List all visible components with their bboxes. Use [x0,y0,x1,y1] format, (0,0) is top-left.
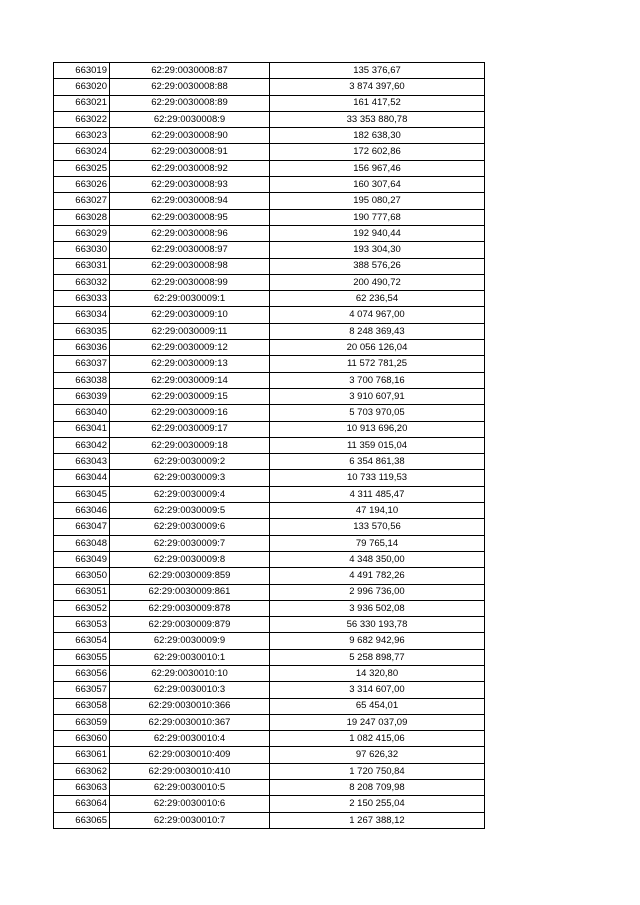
cadastral-number-cell: 62:29:0030010:366 [110,698,270,714]
cadastral-number-cell: 62:29:0030008:97 [110,242,270,258]
cadastral-number-cell: 62:29:0030008:88 [110,79,270,95]
cadastral-value-cell: 133 570,56 [270,519,485,535]
cadastral-value-cell: 5 258 898,77 [270,649,485,665]
cadastral-value-cell: 3 936 502,08 [270,600,485,616]
table-row [54,95,485,111]
cadastral-value-cell: 9 682 942,96 [270,633,485,649]
cadastral-number-cell: 62:29:0030009:16 [110,405,270,421]
cadastral-value-cell: 1 267 388,12 [270,812,485,828]
cadastral-value-cell: 161 417,52 [270,95,485,111]
cadastral-value-cell: 193 304,30 [270,242,485,258]
cadastral-value-cell: 172 602,86 [270,144,485,160]
cadastral-number-cell: 62:29:0030008:92 [110,160,270,176]
cadastral-number-cell: 62:29:0030009:878 [110,600,270,616]
table-row [54,698,485,714]
cadastral-number-cell: 62:29:0030009:9 [110,633,270,649]
cadastral-value-cell: 135 376,67 [270,63,485,79]
row-id-cell: 663053 [54,617,110,633]
table-row [54,225,485,241]
cadastral-value-cell: 4 311 485,47 [270,486,485,502]
row-id-cell: 663033 [54,291,110,307]
table-row [54,209,485,225]
cadastral-number-cell: 62:29:0030009:11 [110,323,270,339]
row-id-cell: 663031 [54,258,110,274]
cadastral-value-cell: 3 314 607,00 [270,682,485,698]
cadastral-value-cell: 6 354 861,38 [270,454,485,470]
cadastral-value-cell: 2 996 736,00 [270,584,485,600]
table-row [54,796,485,812]
cadastral-number-cell: 62:29:0030009:13 [110,356,270,372]
row-id-cell: 663051 [54,584,110,600]
cadastral-number-cell: 62:29:0030009:15 [110,388,270,404]
row-id-cell: 663027 [54,193,110,209]
cadastral-value-cell: 56 330 193,78 [270,617,485,633]
table-row [54,79,485,95]
table-row [54,633,485,649]
cadastral-number-cell: 62:29:0030010:409 [110,747,270,763]
row-id-cell: 663060 [54,731,110,747]
cadastral-value-cell: 62 236,54 [270,291,485,307]
cadastral-value-cell: 182 638,30 [270,128,485,144]
row-id-cell: 663052 [54,600,110,616]
cadastral-number-cell: 62:29:0030010:3 [110,682,270,698]
cadastral-number-cell: 62:29:0030009:4 [110,486,270,502]
table-row [54,274,485,290]
cadastral-number-cell: 62:29:0030008:91 [110,144,270,160]
table-row [54,682,485,698]
row-id-cell: 663025 [54,160,110,176]
row-id-cell: 663050 [54,568,110,584]
cadastral-number-cell: 62:29:0030008:96 [110,225,270,241]
row-id-cell: 663020 [54,79,110,95]
cadastral-number-cell: 62:29:0030009:17 [110,421,270,437]
cadastral-value-table [53,62,485,829]
cadastral-value-cell: 156 967,46 [270,160,485,176]
row-id-cell: 663024 [54,144,110,160]
row-id-cell: 663019 [54,63,110,79]
cadastral-number-cell: 62:29:0030010:7 [110,812,270,828]
row-id-cell: 663044 [54,470,110,486]
cadastral-value-cell: 97 626,32 [270,747,485,763]
table-row [54,307,485,323]
cadastral-number-cell: 62:29:0030010:1 [110,649,270,665]
table-row [54,356,485,372]
row-id-cell: 663054 [54,633,110,649]
table-row [54,714,485,730]
row-id-cell: 663048 [54,535,110,551]
cadastral-number-cell: 62:29:0030009:8 [110,551,270,567]
cadastral-number-cell: 62:29:0030009:10 [110,307,270,323]
row-id-cell: 663046 [54,503,110,519]
table-row [54,470,485,486]
cadastral-value-cell: 2 150 255,04 [270,796,485,812]
cadastral-value-cell: 190 777,68 [270,209,485,225]
table-row [54,454,485,470]
cadastral-value-cell: 8 208 709,98 [270,780,485,796]
cadastral-number-cell: 62:29:0030009:18 [110,437,270,453]
row-id-cell: 663035 [54,323,110,339]
table-row [54,193,485,209]
cadastral-number-cell: 62:29:0030008:93 [110,177,270,193]
cadastral-value-cell: 19 247 037,09 [270,714,485,730]
cadastral-value-cell: 79 765,14 [270,535,485,551]
cadastral-value-cell: 5 703 970,05 [270,405,485,421]
cadastral-value-cell: 4 491 782,26 [270,568,485,584]
row-id-cell: 663043 [54,454,110,470]
row-id-cell: 663047 [54,519,110,535]
cadastral-value-cell: 4 074 967,00 [270,307,485,323]
cadastral-number-cell: 62:29:0030009:2 [110,454,270,470]
cadastral-value-cell: 33 353 880,78 [270,111,485,127]
row-id-cell: 663022 [54,111,110,127]
table-row [54,665,485,681]
row-id-cell: 663036 [54,340,110,356]
table-row [54,144,485,160]
table-row [54,340,485,356]
cadastral-number-cell: 62:29:0030008:9 [110,111,270,127]
cadastral-number-cell: 62:29:0030009:879 [110,617,270,633]
row-id-cell: 663064 [54,796,110,812]
table-row [54,421,485,437]
cadastral-number-cell: 62:29:0030009:14 [110,372,270,388]
cadastral-number-cell: 62:29:0030008:98 [110,258,270,274]
table-row [54,519,485,535]
table-row [54,63,485,79]
table-row [54,812,485,828]
cadastral-value-cell: 11 359 015,04 [270,437,485,453]
document-page [53,62,485,829]
table-row [54,780,485,796]
table-row [54,111,485,127]
table-row [54,731,485,747]
cadastral-number-cell: 62:29:0030009:3 [110,470,270,486]
cadastral-value-cell: 11 572 781,25 [270,356,485,372]
table-row [54,128,485,144]
table-row [54,258,485,274]
table-row [54,617,485,633]
row-id-cell: 663057 [54,682,110,698]
cadastral-value-cell: 20 056 126,04 [270,340,485,356]
cadastral-number-cell: 62:29:0030009:12 [110,340,270,356]
table-row [54,242,485,258]
row-id-cell: 663037 [54,356,110,372]
cadastral-number-cell: 62:29:0030008:94 [110,193,270,209]
table-row [54,486,485,502]
table-row [54,503,485,519]
cadastral-value-cell: 160 307,64 [270,177,485,193]
cadastral-value-cell: 8 248 369,43 [270,323,485,339]
table-row [54,405,485,421]
table-body [54,63,485,829]
row-id-cell: 663021 [54,95,110,111]
cadastral-number-cell: 62:29:0030009:861 [110,584,270,600]
cadastral-value-cell: 3 874 397,60 [270,79,485,95]
cadastral-number-cell: 62:29:0030009:6 [110,519,270,535]
cadastral-value-cell: 65 454,01 [270,698,485,714]
row-id-cell: 663041 [54,421,110,437]
table-row [54,551,485,567]
table-row [54,372,485,388]
table-row [54,160,485,176]
row-id-cell: 663026 [54,177,110,193]
cadastral-value-cell: 10 733 119,53 [270,470,485,486]
cadastral-number-cell: 62:29:0030008:87 [110,63,270,79]
cadastral-number-cell: 62:29:0030010:5 [110,780,270,796]
row-id-cell: 663034 [54,307,110,323]
table-row [54,388,485,404]
cadastral-number-cell: 62:29:0030010:4 [110,731,270,747]
row-id-cell: 663063 [54,780,110,796]
table-row [54,291,485,307]
table-row [54,747,485,763]
row-id-cell: 663056 [54,665,110,681]
cadastral-value-cell: 1 720 750,84 [270,763,485,779]
cadastral-value-cell: 47 194,10 [270,503,485,519]
cadastral-value-cell: 3 700 768,16 [270,372,485,388]
row-id-cell: 663030 [54,242,110,258]
row-id-cell: 663061 [54,747,110,763]
cadastral-number-cell: 62:29:0030010:10 [110,665,270,681]
table-row [54,568,485,584]
table-row [54,649,485,665]
table-row [54,323,485,339]
row-id-cell: 663032 [54,274,110,290]
row-id-cell: 663058 [54,698,110,714]
cadastral-number-cell: 62:29:0030009:5 [110,503,270,519]
cadastral-number-cell: 62:29:0030008:95 [110,209,270,225]
cadastral-value-cell: 388 576,26 [270,258,485,274]
table-row [54,437,485,453]
row-id-cell: 663059 [54,714,110,730]
cadastral-value-cell: 3 910 607,91 [270,388,485,404]
cadastral-number-cell: 62:29:0030008:89 [110,95,270,111]
table-row [54,177,485,193]
row-id-cell: 663049 [54,551,110,567]
row-id-cell: 663045 [54,486,110,502]
cadastral-number-cell: 62:29:0030009:7 [110,535,270,551]
table-row [54,600,485,616]
cadastral-value-cell: 10 913 696,20 [270,421,485,437]
row-id-cell: 663039 [54,388,110,404]
cadastral-value-cell: 14 320,80 [270,665,485,681]
row-id-cell: 663040 [54,405,110,421]
cadastral-value-cell: 4 348 350,00 [270,551,485,567]
row-id-cell: 663055 [54,649,110,665]
cadastral-number-cell: 62:29:0030010:6 [110,796,270,812]
cadastral-number-cell: 62:29:0030010:367 [110,714,270,730]
cadastral-number-cell: 62:29:0030009:859 [110,568,270,584]
table-row [54,535,485,551]
cadastral-value-cell: 195 080,27 [270,193,485,209]
row-id-cell: 663062 [54,763,110,779]
cadastral-number-cell: 62:29:0030008:99 [110,274,270,290]
cadastral-value-cell: 1 082 415,06 [270,731,485,747]
row-id-cell: 663023 [54,128,110,144]
cadastral-number-cell: 62:29:0030010:410 [110,763,270,779]
row-id-cell: 663028 [54,209,110,225]
cadastral-number-cell: 62:29:0030008:90 [110,128,270,144]
row-id-cell: 663029 [54,225,110,241]
cadastral-number-cell: 62:29:0030009:1 [110,291,270,307]
cadastral-value-cell: 192 940,44 [270,225,485,241]
table-row [54,763,485,779]
table-row [54,584,485,600]
row-id-cell: 663038 [54,372,110,388]
row-id-cell: 663065 [54,812,110,828]
cadastral-value-cell: 200 490,72 [270,274,485,290]
row-id-cell: 663042 [54,437,110,453]
